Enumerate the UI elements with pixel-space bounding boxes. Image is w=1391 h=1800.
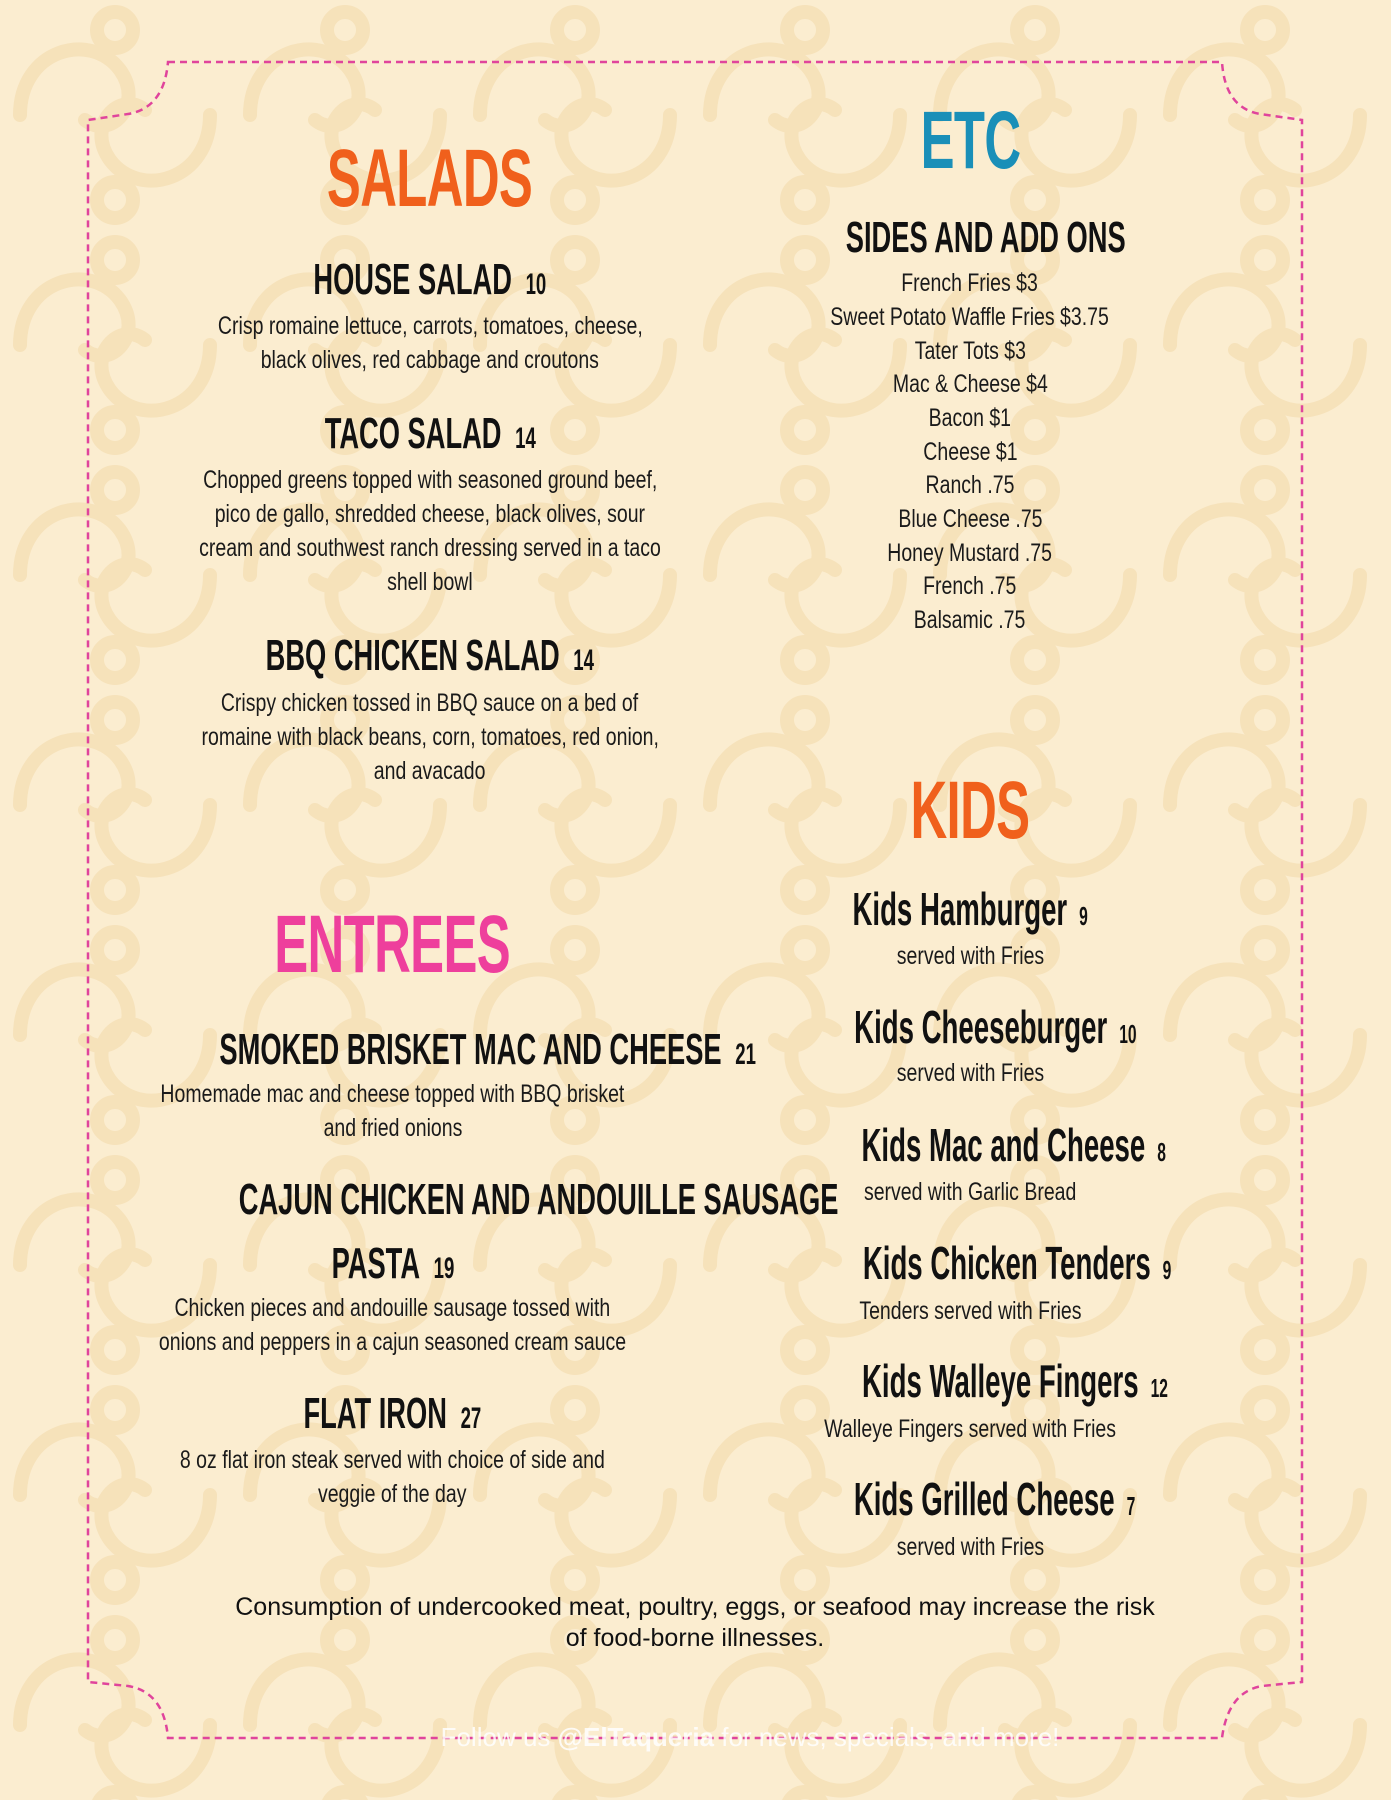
kids-item-title: Kids Walleye Fingers 12 [861, 1355, 1168, 1407]
menu-item-title: HOUSE SALAD 10 [313, 255, 547, 304]
menu-item-title: BBQ CHICKEN SALAD 14 [265, 631, 595, 680]
kids-item-description: served with Fries [896, 1533, 1044, 1561]
side-item: Bacon $1 [928, 404, 1012, 432]
item-price: 12 [1150, 1373, 1168, 1403]
kids-item-title: Kids Chicken Tenders 9 [862, 1237, 1172, 1289]
menu-item-title: CAJUN CHICKEN AND ANDOUILLE SAUSAGE [238, 1175, 839, 1224]
kids-item-description: served with Fries [896, 1059, 1044, 1087]
food-safety-disclaimer: Consumption of undercooked meat, poultry, eggs, or seafood may increase the risk of food-borne illnesses. [235, 1593, 1155, 1652]
menu-item-title: FLAT IRON 27 [303, 1389, 482, 1438]
menu-item-description: 8 oz flat iron steak served with choice of side and veggie of the day [180, 1446, 605, 1508]
menu-item-description: Crispy chicken tossed in BBQ sauce on a bed of romaine with black beans, corn, tomatoes, red onion, and avacado [201, 689, 659, 785]
menu-item-description: Chopped greens topped with seasoned ground beef, pico de gallo, shredded cheese, black olives, sour cream and southwest ranch dressing served in a taco shell bowl [199, 466, 661, 596]
item-price: 9 [1162, 1255, 1172, 1285]
sides-subheading: SIDES AND ADD ONS [845, 213, 1126, 262]
entrees-heading: ENTREES [274, 899, 511, 990]
side-item: Mac & Cheese $4 [892, 370, 1048, 398]
side-item: Ranch .75 [925, 471, 1015, 499]
item-price: 8 [1157, 1137, 1166, 1167]
side-item: Balsamic .75 [914, 606, 1026, 634]
menu-item-description: Crisp romaine lettuce, carrots, tomatoes, cheese, black olives, red cabbage and croutons [217, 312, 643, 374]
kids-item-description: Walleye Fingers served with Fries [824, 1415, 1116, 1443]
side-item: Honey Mustard .75 [887, 539, 1053, 567]
menu-item-title: SMOKED BRISKET MAC AND CHEESE 21 [219, 1025, 756, 1074]
kids-heading: KIDS [910, 765, 1030, 856]
kids-item-title: Kids Grilled Cheese 7 [853, 1473, 1136, 1525]
social-handle[interactable]: @ElTaqueria [557, 1722, 714, 1752]
menu-item-title: PASTA 19 [331, 1239, 454, 1288]
kids-item-title: Kids Hamburger 9 [852, 883, 1088, 935]
side-item: Sweet Potato Waffle Fries $3.75 [830, 303, 1110, 331]
item-price: 21 [735, 1038, 756, 1071]
item-price: 14 [514, 422, 536, 455]
item-price: 7 [1126, 1491, 1136, 1521]
item-price: 27 [460, 1402, 482, 1435]
item-price: 14 [573, 644, 595, 677]
side-item: Tater Tots $3 [914, 337, 1026, 365]
item-price: 10 [1119, 1019, 1137, 1049]
side-item: French Fries $3 [901, 269, 1039, 297]
social-follow-line: Follow us @ElTaqueria for news, specials, and more! [440, 1722, 1060, 1752]
kids-item-title: Kids Mac and Cheese 8 [861, 1119, 1166, 1171]
salads-heading: SALADS [327, 133, 533, 224]
side-item: Blue Cheese .75 [897, 505, 1043, 533]
menu-item-title: TACO SALAD 14 [324, 409, 536, 458]
kids-item-description: served with Garlic Bread [863, 1178, 1077, 1206]
menu-item-description: Chicken pieces and andouille sausage tossed with onions and peppers in a cajun seasoned cream sauce [158, 1294, 627, 1356]
kids-item-description: served with Fries [896, 942, 1044, 970]
side-item: French .75 [923, 572, 1017, 600]
item-price: 9 [1079, 901, 1088, 931]
menu-item-description: Homemade mac and cheese topped with BBQ brisket and fried onions [160, 1080, 625, 1142]
item-price: 10 [525, 268, 547, 301]
etc-heading: ETC [920, 95, 1020, 186]
side-item: Cheese $1 [922, 438, 1018, 466]
kids-item-title: Kids Cheeseburger 10 [854, 1001, 1137, 1053]
item-price: 19 [433, 1252, 454, 1285]
kids-item-description: Tenders served with Fries [858, 1297, 1082, 1325]
